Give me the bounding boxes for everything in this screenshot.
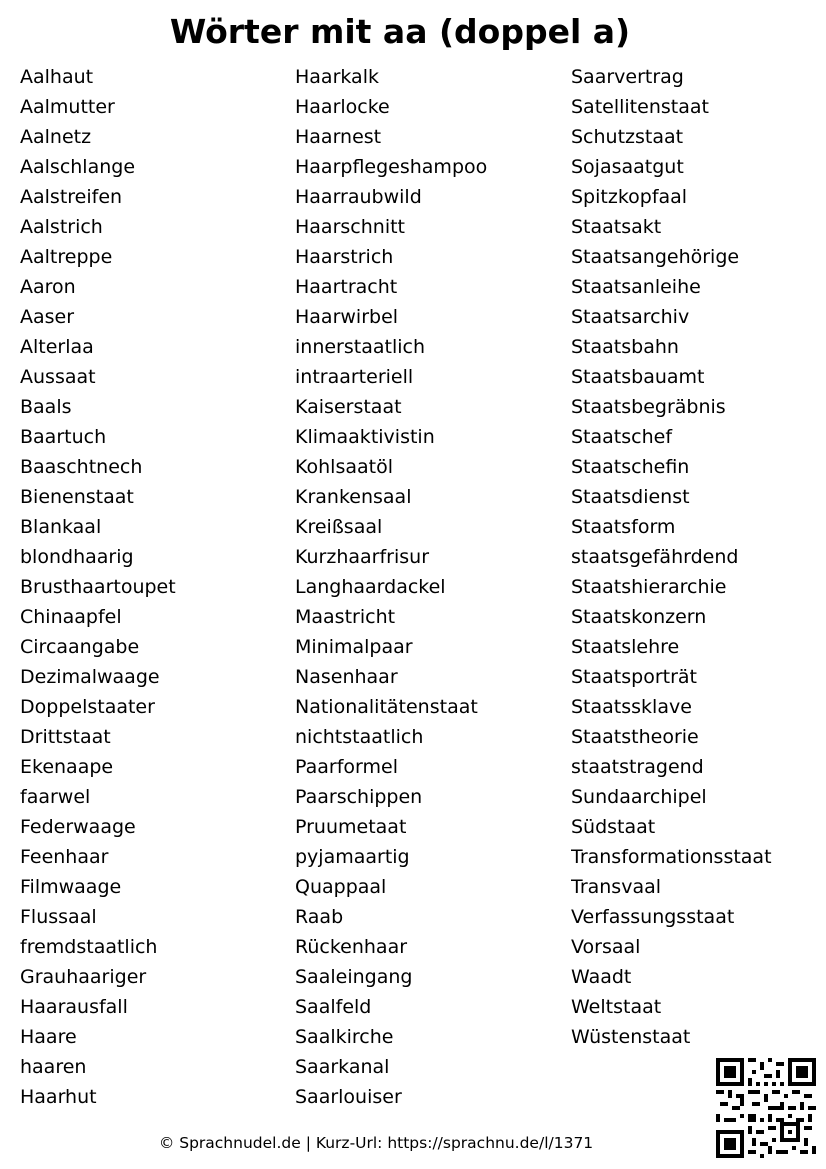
qr-code-icon[interactable] <box>716 1058 816 1158</box>
word-list-item: Chinaapfel <box>20 606 122 628</box>
word-list-item: Aaron <box>20 276 76 298</box>
word-list-item: Saalkirche <box>295 1026 394 1048</box>
word-list-item: Langhaardackel <box>295 576 446 598</box>
word-list-item: Aaltreppe <box>20 246 113 268</box>
word-list-item: Quappaal <box>295 876 387 898</box>
word-list-item: Baaschtnech <box>20 456 143 478</box>
word-list-item: Aalstrich <box>20 216 103 238</box>
word-list-item: Transvaal <box>571 876 662 898</box>
word-list-item: Staatskonzern <box>571 606 707 628</box>
footer-credit: © Sprachnudel.de | Kurz-Url: https://sprachnu.de/l/1371 <box>158 1134 594 1152</box>
word-list-item: Südstaat <box>571 816 656 838</box>
word-list-item: Maastricht <box>295 606 396 628</box>
word-list-item: Paarschippen <box>295 786 423 808</box>
word-list-item: Saarlouiser <box>295 1086 402 1108</box>
word-list-item: Transformationsstaat <box>571 846 772 868</box>
word-list-item: Aalschlange <box>20 156 136 178</box>
word-list-item: Klimaaktivistin <box>295 426 435 448</box>
word-list-item: Bienenstaat <box>20 486 134 508</box>
word-list-item: Staatsdienst <box>571 486 690 508</box>
word-list-item: staatstragend <box>571 756 704 778</box>
word-list-item: Haarstrich <box>295 246 394 268</box>
word-list-item: blondhaarig <box>20 546 134 568</box>
word-list-item: Kaiserstaat <box>295 396 402 418</box>
word-list-item: Haarkalk <box>295 66 379 88</box>
word-list-item: Nationalitätenstaat <box>295 696 478 718</box>
word-list-item: Kreißsaal <box>295 516 383 538</box>
word-list-item: Brusthaartoupet <box>20 576 176 598</box>
word-list-item: Staatschefin <box>571 456 690 478</box>
word-list-item: nichtstaatlich <box>295 726 424 748</box>
word-list-item: Feenhaar <box>20 846 109 868</box>
word-list-item: Alterlaa <box>20 336 94 358</box>
word-list-item: Aalhaut <box>20 66 94 88</box>
word-list-item: Haarnest <box>295 126 382 148</box>
word-list-item: Waadt <box>571 966 632 988</box>
word-column-1 <box>20 62 280 1112</box>
word-list-item: Kohlsaatöl <box>295 456 393 478</box>
word-list-item: Haarschnitt <box>295 216 405 238</box>
word-list-item: Haarausfall <box>20 996 128 1018</box>
word-list-item: Sundaarchipel <box>571 786 707 808</box>
word-list-item: Doppelstaater <box>20 696 155 718</box>
word-list-item: Haarraubwild <box>295 186 422 208</box>
word-list-item: Aalmutter <box>20 96 115 118</box>
word-list-item: Nasenhaar <box>295 666 398 688</box>
word-list-item: Raab <box>295 906 344 928</box>
word-list-item: Ekenaape <box>20 756 114 778</box>
word-list-item: Haartracht <box>295 276 398 298</box>
word-list-item: Federwaage <box>20 816 136 838</box>
word-list-item: Weltstaat <box>571 996 662 1018</box>
word-list-item: Pruumetaat <box>295 816 407 838</box>
word-list-item: Haarlocke <box>295 96 390 118</box>
word-list-item: Saaleingang <box>295 966 413 988</box>
word-list-item: intraarteriell <box>295 366 414 388</box>
word-list-item: innerstaatlich <box>295 336 425 358</box>
word-list-item: Spitzkopfaal <box>571 186 688 208</box>
word-list-item: Saarkanal <box>295 1056 390 1078</box>
word-list-item: staatsgefährdend <box>571 546 739 568</box>
word-list-item: Haarhut <box>20 1086 97 1108</box>
word-list-item: Kurzhaarfrisur <box>295 546 430 568</box>
word-list-item: Saalfeld <box>295 996 372 1018</box>
word-list-item: Staatsform <box>571 516 676 538</box>
word-list-item: Staatsbegräbnis <box>571 396 726 418</box>
word-list-item: Haarpflegeshampoo <box>295 156 488 178</box>
word-list-item: faarwel <box>20 786 91 808</box>
word-column-2 <box>295 62 560 1112</box>
word-list-item: Staatssklave <box>571 696 692 718</box>
word-list-item: Aaser <box>20 306 75 328</box>
word-list-item: Staatstheorie <box>571 726 699 748</box>
word-list-item: haaren <box>20 1056 87 1078</box>
word-list-item: Aalnetz <box>20 126 92 148</box>
word-list-item: Staatsarchiv <box>571 306 690 328</box>
word-list-item: Filmwaage <box>20 876 122 898</box>
word-list-item: Rückenhaar <box>295 936 408 958</box>
word-list-item: Vorsaal <box>571 936 641 958</box>
page-title: Wörter mit aa (doppel a) <box>169 12 631 51</box>
word-list-item: Paarformel <box>295 756 398 778</box>
word-list-item: Satellitenstaat <box>571 96 709 118</box>
word-list-item: Haarwirbel <box>295 306 399 328</box>
word-list-item: Staatsbahn <box>571 336 679 358</box>
word-list-item: Minimalpaar <box>295 636 413 658</box>
word-column-3 <box>571 62 821 1052</box>
word-list-item: Aalstreifen <box>20 186 123 208</box>
word-list-item: Staatschef <box>571 426 673 448</box>
word-list-item: Staatslehre <box>571 636 680 658</box>
word-list-item: Baartuch <box>20 426 107 448</box>
word-list-item: Sojasaatgut <box>571 156 684 178</box>
word-list-item: Dezimalwaage <box>20 666 160 688</box>
word-list-item: Haare <box>20 1026 77 1048</box>
word-list-item: Wüstenstaat <box>571 1026 691 1048</box>
word-list-item: Staatsangehörige <box>571 246 740 268</box>
word-list-item: Staatsbauamt <box>571 366 705 388</box>
word-list-item: Blankaal <box>20 516 102 538</box>
word-list-item: Schutzstaat <box>571 126 684 148</box>
word-list-item: Baals <box>20 396 72 418</box>
word-list-item: Grauhaariger <box>20 966 147 988</box>
word-list-item: Aussaat <box>20 366 96 388</box>
word-list-item: Drittstaat <box>20 726 111 748</box>
word-list-item: Flussaal <box>20 906 97 928</box>
word-list-item: Staatsporträt <box>571 666 697 688</box>
word-list-item: Staatshierarchie <box>571 576 727 598</box>
word-list-item: Krankensaal <box>295 486 412 508</box>
word-list-item: fremdstaatlich <box>20 936 158 958</box>
word-list-item: Verfassungsstaat <box>571 906 735 928</box>
word-list-item: Saarvertrag <box>571 66 684 88</box>
word-list-item: Staatsakt <box>571 216 662 238</box>
word-list-item: Staatsanleihe <box>571 276 701 298</box>
word-list-item: pyjamaartig <box>295 846 410 868</box>
word-list-item: Circaangabe <box>20 636 140 658</box>
